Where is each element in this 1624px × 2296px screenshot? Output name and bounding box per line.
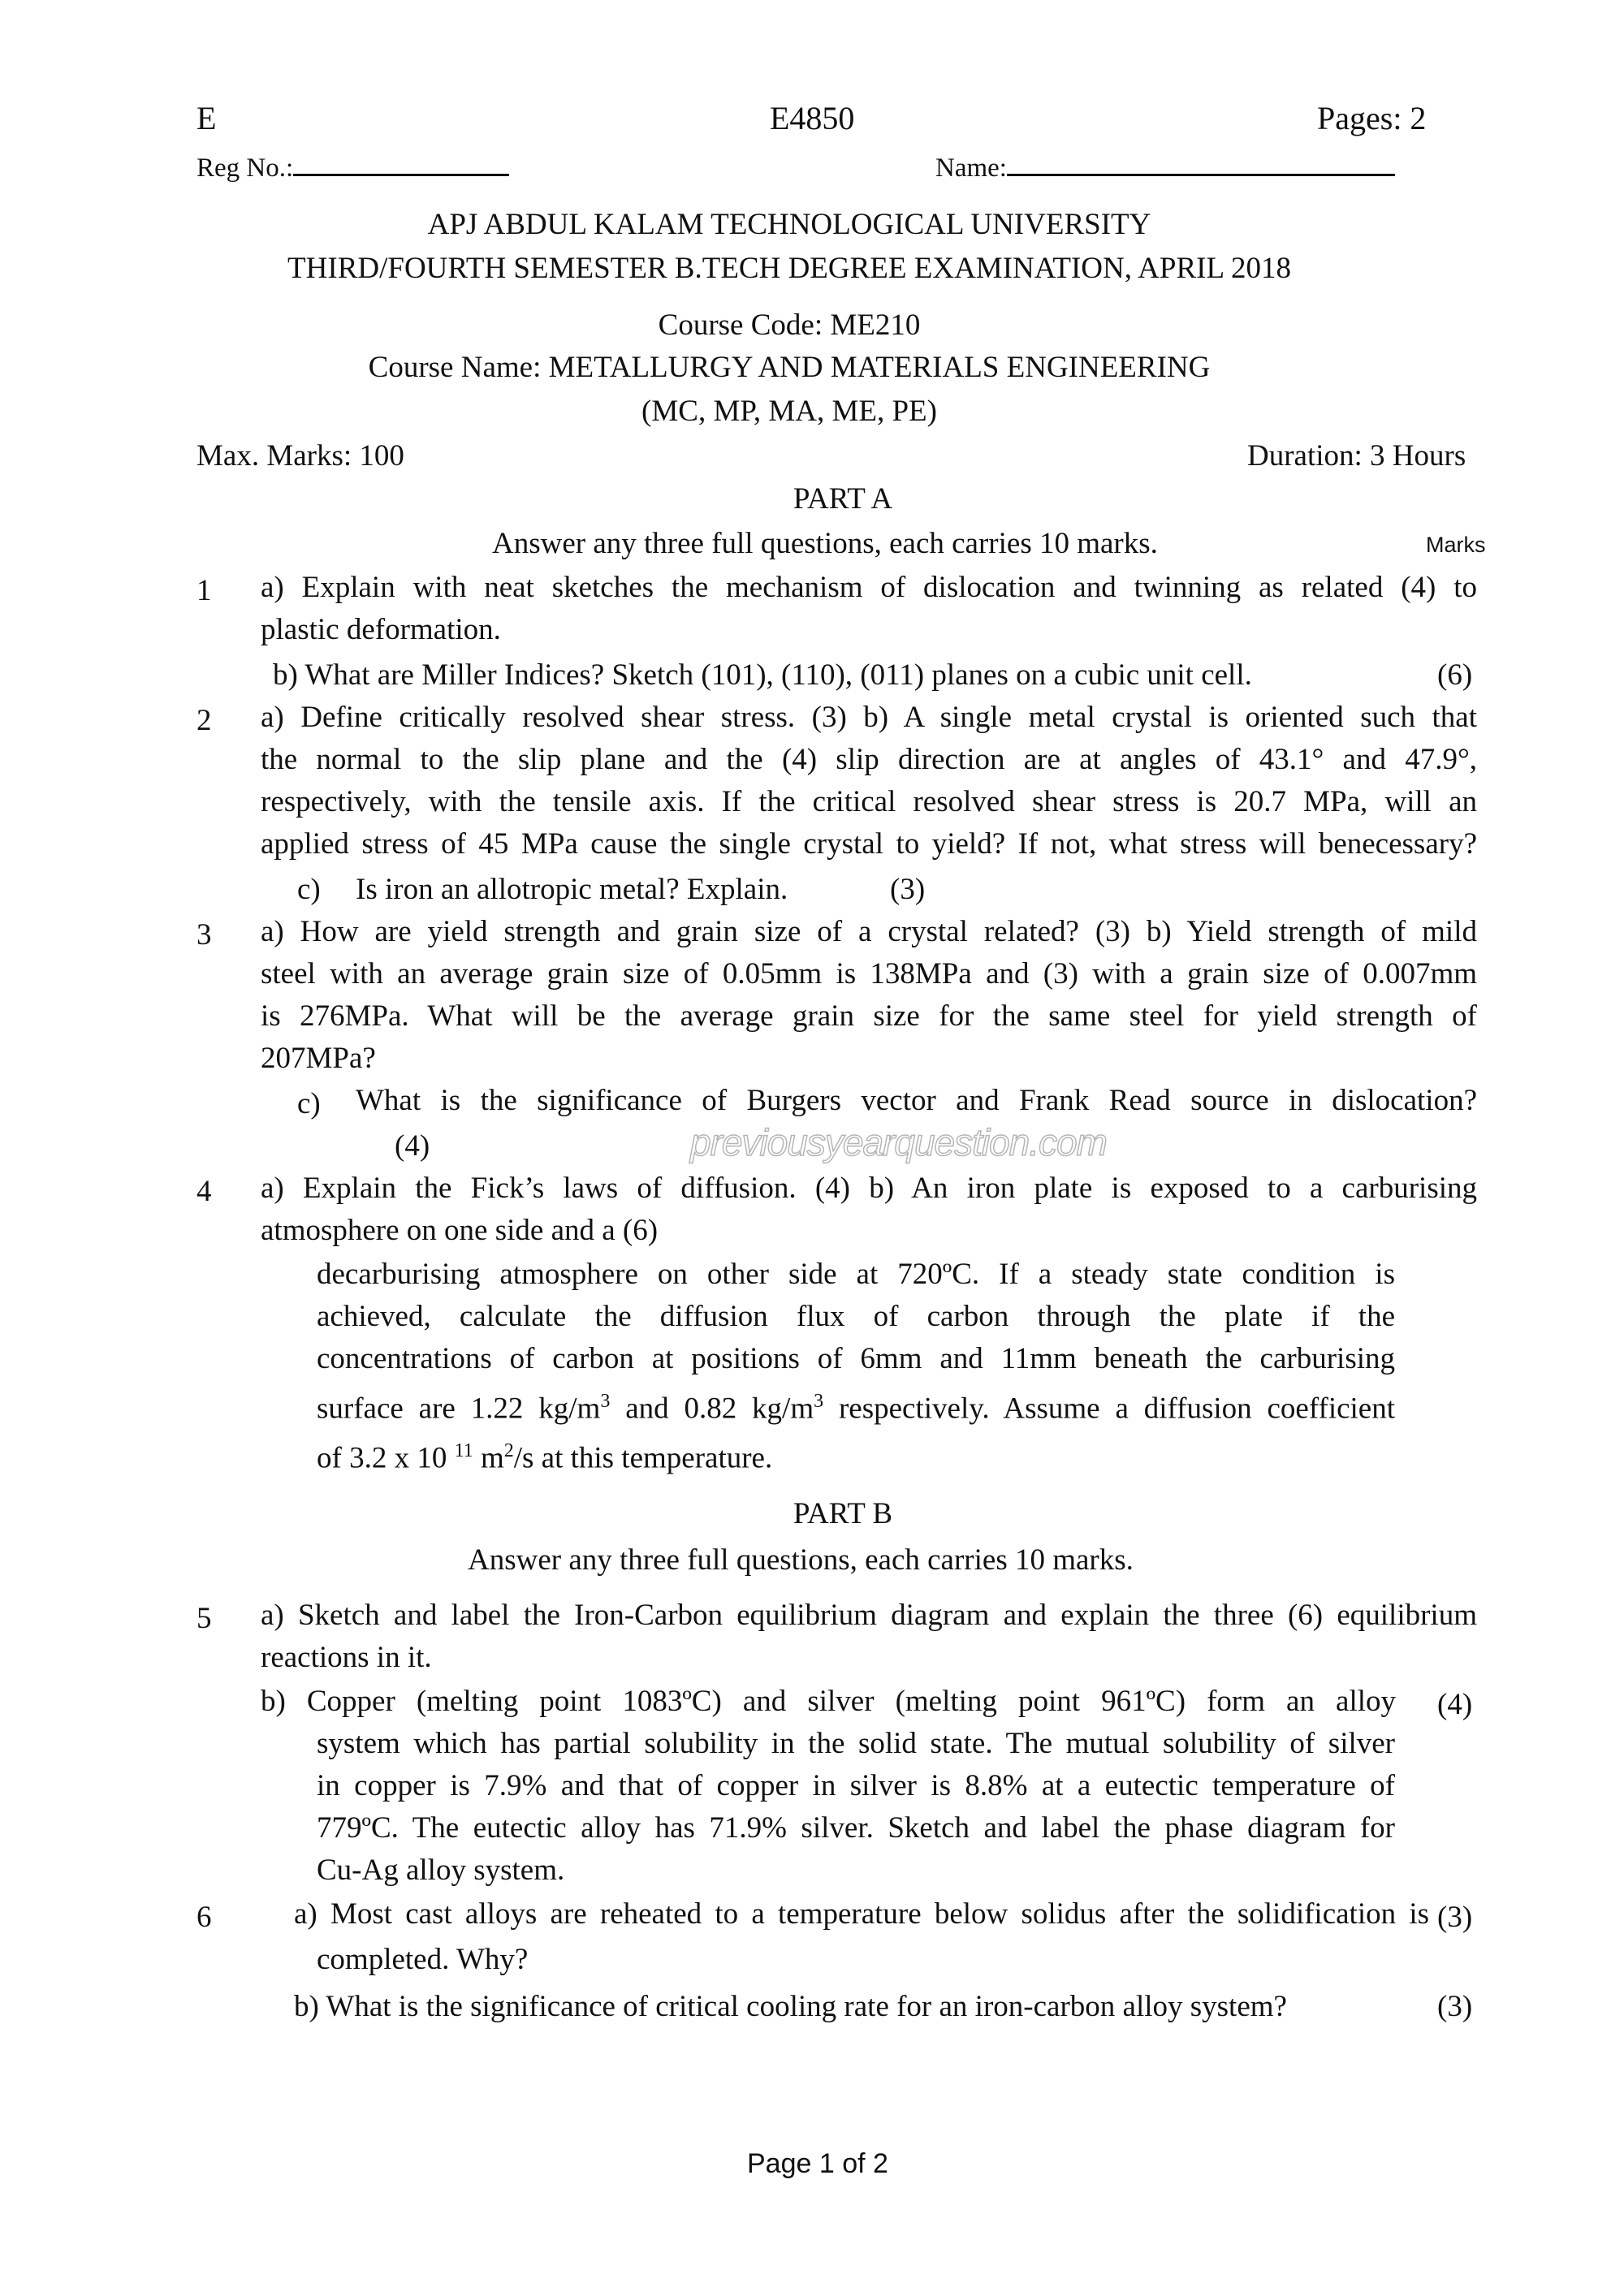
q1a-line: a) Explain with neat sketches the mechanism of dislocation and twinning as related (4) to (261, 571, 1477, 604)
paper-code: E4850 (770, 100, 855, 136)
q5b-line: b) Copper (melting point 1083ºC) and silver (melting point 961ºC) form an alloy (261, 1685, 1396, 1718)
question-2c: Is iron an allotropic metal? Explain. (356, 873, 788, 906)
question-4a (261, 1167, 1477, 1252)
question-1a (261, 567, 1477, 651)
q4-line: atmosphere on one side and a (6) (261, 1214, 659, 1247)
question-6b: b) What is the significance of critical cooling rate for an iron-carbon alloy system? (294, 1990, 1287, 2023)
q5a-line: a) Sketch and label the Iron-Carbon equilibrium diagram and explain the three (6) equilibrium (261, 1599, 1477, 1632)
question-1b: b) What are Miller Indices? Sketch (101), (110), (011) planes on a cubic unit cell. (273, 658, 1252, 692)
part-a-heading: PART A (793, 482, 893, 516)
q5b-line: 779ºC. The eutectic alloy has 71.9% silver. Sketch and label the phase diagram for (317, 1811, 1395, 1845)
q6a-line: completed. Why? (317, 1943, 529, 1976)
q2-line: the normal to the slip plane and the (4) slip direction are at angles of 43.1° and 47.9°, (261, 743, 1477, 776)
question-5a (261, 1595, 1477, 1679)
q4-line: surface are 1.22 $kg/m^3$ and 0.82 $kg/m^3$ respectively. Assume a diffusion coefficient (317, 1391, 1395, 1426)
watermark-logo: previousyearquestion.com (690, 1121, 1107, 1163)
q6b-marks: (3) (1437, 1990, 1473, 2023)
q3-line: 207MPa? (261, 1042, 376, 1075)
q3-line: a) How are yield strength and grain size of a crystal related? (3) b) Yield strength of mild (261, 915, 1477, 948)
question-3ab (261, 911, 1477, 1080)
q3-line: steel with an average grain size of 0.05mm is 138MPa and (3) with a grain size of 0.007mm (261, 957, 1477, 990)
question-number: 5 (197, 1602, 212, 1635)
q6a-marks: (3) (1437, 1901, 1473, 1934)
q6a-line: a) Most cast alloys are reheated to a temperature below solidus after the solidification is (294, 1897, 1429, 1931)
part-a-instruction: Answer any three full questions, each carries 10 marks. (492, 527, 1158, 560)
q4-line: decarburising atmosphere on other side at 720ºC. If a steady state condition is (317, 1258, 1395, 1291)
exam-title: THIRD/FOURTH SEMESTER B.TECH DEGREE EXAMINATION, APRIL 2018 (287, 252, 1291, 285)
question-number: 6 (197, 1901, 212, 1934)
reg-no-blank (293, 146, 509, 176)
question-2ab (261, 697, 1477, 865)
page-footer: Page 1 of 2 (747, 2148, 888, 2179)
reg-no-label: Reg No.: (197, 153, 294, 183)
q3c-marks: (4) (395, 1129, 430, 1163)
q2c-label: c) (297, 873, 321, 906)
q5b-line: in copper is 7.9% and that of copper in silver is 8.8% at a eutectic temperature of (317, 1769, 1395, 1802)
university-name: APJ ABDUL KALAM TECHNOLOGICAL UNIVERSITY (427, 208, 1151, 241)
max-marks: Max. Marks: 100 (197, 439, 404, 473)
question-5b-cont (317, 1723, 1395, 1892)
page-count: Pages: 2 (1317, 100, 1427, 136)
paper-set-letter: E (197, 100, 217, 136)
question-4b (317, 1254, 1395, 1480)
course-code: Course Code: ME210 (658, 309, 921, 342)
name-field (935, 146, 1395, 183)
course-name: Course Name: METALLURGY AND MATERIALS ENGINEERING (368, 351, 1211, 384)
part-b-heading: PART B (793, 1497, 893, 1530)
duration: Duration: 3 Hours (1247, 439, 1466, 473)
q4-line: concentrations of carbon at positions of 6mm and 11mm beneath the carburising (317, 1342, 1395, 1375)
question-number: 2 (197, 704, 212, 737)
q1a-line: plastic deformation. (261, 613, 501, 646)
question-3c (356, 1080, 1477, 1122)
q2c-marks: (3) (890, 873, 926, 906)
question-5b (261, 1681, 1396, 1723)
q5b-line: system which has partial solubility in the solid state. The mutual solubility of silver (317, 1727, 1395, 1760)
question-number: 4 (197, 1175, 212, 1208)
q2-line: a) Define critically resolved shear stress. (3) b) A single metal crystal is oriented such that (261, 701, 1477, 734)
reg-no-field (197, 146, 509, 183)
q4-line: achieved, calculate the diffusion flux of carbon through the plate if the (317, 1300, 1395, 1333)
q5b-marks: (4) (1437, 1688, 1473, 1721)
q4-line: a) Explain the Fick’s laws of diffusion. (4) b) An iron plate is exposed to a carburising (261, 1172, 1477, 1205)
q5a-line: reactions in it. (261, 1641, 432, 1674)
q2-line: applied stress of 45 MPa cause the single crystal to yield? If not, what stress will benecessary? (261, 827, 1477, 861)
q2-line: respectively, with the tensile axis. If the critical resolved shear stress is 20.7 MPa, will an (261, 785, 1477, 818)
part-b-instruction: Answer any three full questions, each carries 10 marks. (468, 1543, 1134, 1577)
name-blank (1007, 146, 1395, 176)
question-number: 1 (197, 574, 212, 607)
branches: (MC, MP, MA, ME, PE) (641, 395, 937, 428)
q1b-marks: (6) (1437, 658, 1473, 692)
q3c-text: What is the significance of Burgers vector and Frank Read source in dislocation? (356, 1084, 1477, 1117)
q3-line: is 276MPa. What will be the average grain size for the same steel for yield strength of (261, 999, 1477, 1033)
q5b-line: Cu-Ag alloy system. (317, 1854, 565, 1887)
marks-column-label: Marks (1426, 533, 1486, 557)
name-label: Name: (935, 153, 1007, 183)
q3c-label: c) (297, 1087, 321, 1120)
question-6a (294, 1893, 1429, 1936)
q4-line: of 3.2 x 10 $^{11}$ $m^2/s$ at this temperature. (317, 1440, 773, 1475)
question-number: 3 (197, 918, 212, 952)
